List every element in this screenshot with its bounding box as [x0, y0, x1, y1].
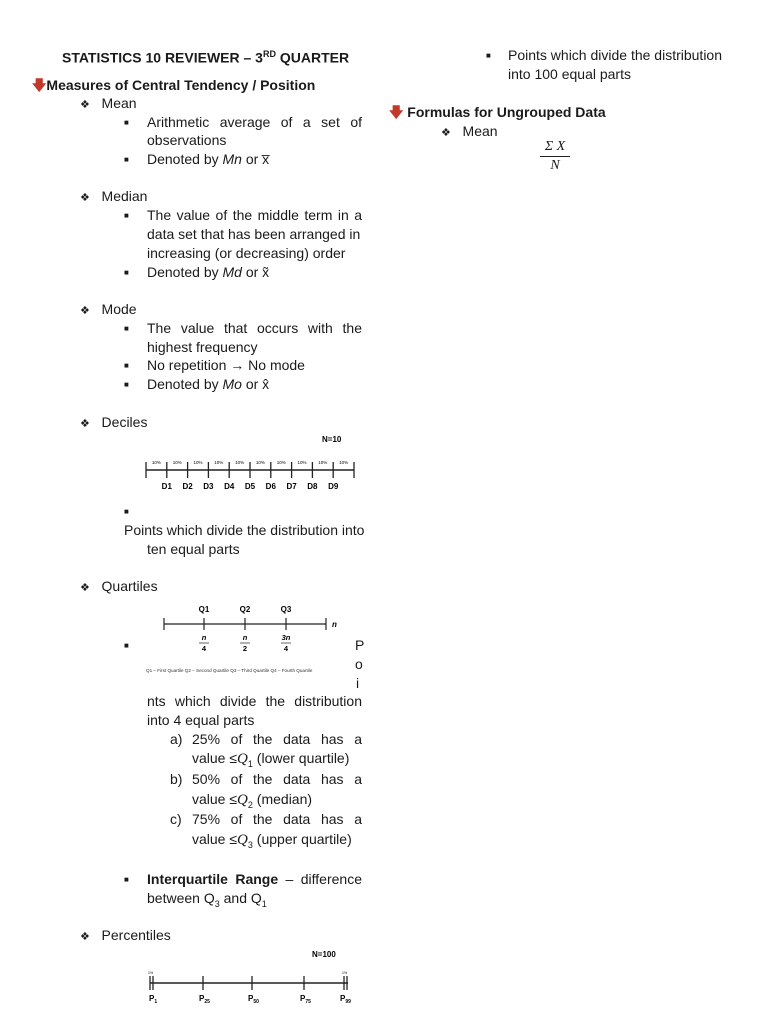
percentile-desc-line1: Points which divide the distribution: [508, 47, 723, 63]
quartile-label: Q2: [239, 605, 251, 614]
decile-pct-label: 10%: [255, 460, 265, 465]
square-bullet-icon: ■: [124, 875, 129, 884]
quartile-item-letter: b): [170, 771, 183, 787]
diamond-bullet-icon: ❖: [80, 305, 90, 317]
quartile-label: Q3: [280, 605, 292, 614]
percentile-label: $P_{75}$: [300, 994, 311, 1005]
quartile-item-letter: c): [170, 811, 182, 827]
quartiles-heading: ❖ Quartiles: [80, 578, 158, 594]
square-bullet-icon: ■: [124, 211, 129, 220]
quartile-label: Q1: [198, 605, 210, 614]
page-title: STATISTICS 10 REVIEWER – 3RD QUARTER: [62, 49, 350, 66]
mode-heading: ❖ Mode: [80, 301, 137, 317]
square-bullet-icon: ■: [124, 268, 129, 277]
list-item: [486, 46, 491, 65]
decile-pct-label: 10%: [235, 460, 245, 465]
diamond-bullet-icon: ❖: [80, 418, 90, 430]
quartile-fraction-den: 4: [201, 644, 207, 653]
square-bullet-icon: ■: [124, 324, 129, 333]
decile-label: D7: [286, 482, 297, 491]
diamond-bullet-icon: ❖: [80, 99, 90, 111]
formula-numerator: Σ X: [540, 139, 570, 157]
percentiles-heading: ❖ Percentiles: [80, 927, 171, 943]
decile-label: D5: [244, 482, 256, 491]
square-bullet-icon: ■: [124, 507, 129, 516]
wrap-char-o: o: [355, 656, 363, 672]
square-bullet-icon: ■: [124, 118, 129, 127]
diamond-bullet-icon: ❖: [441, 127, 451, 139]
percentiles-end-right-label: 1%: [342, 971, 348, 975]
quartile-fraction-num: n: [201, 633, 207, 642]
list-item: [124, 206, 129, 225]
percentile-label: $P_{25}$: [199, 994, 210, 1005]
diamond-bullet-icon: ❖: [80, 931, 90, 943]
formula-mean-heading: ❖ Mean: [441, 123, 498, 139]
median-def-line3: increasing (or decreasing) order: [147, 245, 346, 261]
decile-label: D6: [265, 482, 276, 491]
percentile-desc-line2: into 100 equal parts: [508, 66, 631, 82]
quartile-item-c-line2: value $\le Q_3$ (upper quartile): [192, 831, 352, 850]
list-item: [124, 319, 129, 338]
mean-def-line2: observations: [147, 132, 227, 148]
list-item: [124, 636, 129, 655]
decile-label: D3: [203, 482, 214, 491]
decile-label: D2: [182, 482, 193, 491]
decile-label: D1: [161, 482, 172, 491]
list-item: [124, 870, 129, 889]
mode-def-line2: highest frequency: [147, 339, 258, 355]
percentile-label: $P_{50}$: [248, 994, 259, 1005]
mean-def-line1: Arithmetic average of a set of: [147, 114, 362, 130]
percentile-label: $P_{99}$: [340, 994, 351, 1005]
quartile-fraction-num: n: [242, 633, 248, 642]
decile-pct-label: 10%: [172, 460, 182, 465]
decile-label: D9: [328, 482, 339, 491]
decile-pct-label: 10%: [193, 460, 203, 465]
list-item: [124, 356, 129, 375]
decile-label: D4: [224, 482, 235, 491]
deciles-heading: ❖ Deciles: [80, 414, 148, 430]
section-heading-ungrouped: 🡇 Formulas for Ungrouped Data: [389, 104, 606, 120]
arrow-bullet-icon: 🡇: [389, 104, 404, 120]
section-heading-central-tendency: 🡇Measures of Central Tendency / Position: [32, 77, 316, 93]
deciles-n-label: N=10: [322, 435, 342, 444]
square-bullet-icon: ■: [124, 361, 129, 370]
percentiles-end-left-label: 1%: [148, 971, 154, 975]
list-item: [124, 375, 129, 394]
quartiles-diagram: [144, 598, 350, 678]
mean-notation: Denoted by Mn or x̅: [147, 151, 270, 167]
quartile-item-b-line1: 50% of the data has a: [192, 771, 362, 787]
quartiles-legend: Q1 – First Quartile Q2 – Second Quartile Q3 – Third Quartile Q4 – Fourth Quartile: [146, 668, 313, 673]
mean-formula: [540, 139, 570, 174]
quartile-fraction-den: 4: [283, 644, 289, 653]
mode-def-line1: The value that occurs with the: [147, 320, 362, 336]
median-def-line1: The value of the middle term in a: [147, 207, 362, 223]
quartile-fraction-num: 3n: [281, 633, 291, 642]
mode-no-repetition: No repetition → No mode: [147, 357, 305, 373]
quartile-item-b-line2: value $\le Q_2$ (median): [192, 791, 313, 810]
square-bullet-icon: ■: [124, 155, 129, 164]
decile-pct-label: 10%: [339, 460, 349, 465]
percentiles-n-label: N=100: [312, 950, 336, 959]
decile-pct-label: 10%: [151, 460, 161, 465]
deciles-diagram: [140, 430, 360, 494]
square-bullet-icon: ■: [486, 51, 491, 60]
formula-denominator: N: [550, 158, 560, 173]
wrap-char-p: P: [355, 637, 365, 653]
median-notation: Denoted by Md or x̃: [147, 264, 270, 280]
quartile-item-a-line1: 25% of the data has a: [192, 731, 362, 747]
decile-pct-label: 10%: [297, 460, 307, 465]
median-def-line2: data set that has been arranged in: [147, 226, 361, 242]
wrap-char-i: i: [356, 675, 360, 691]
median-heading: ❖ Median: [80, 188, 148, 204]
quartiles-desc-line2: into 4 equal parts: [147, 712, 255, 728]
quartiles-desc-line1: nts which divide the distribution: [147, 693, 362, 709]
square-bullet-icon: ■: [124, 641, 129, 650]
list-item: [124, 263, 129, 282]
quartile-fraction-den: 2: [242, 644, 248, 653]
list-item: [124, 502, 129, 521]
percentile-label: $P_1$: [149, 994, 158, 1005]
percentiles-diagram: [142, 944, 358, 1010]
decile-pct-label: 10%: [214, 460, 224, 465]
decile-label: D8: [307, 482, 318, 491]
deciles-desc-line2: ten equal parts: [147, 541, 240, 557]
quartile-item-a-line2: value $\le Q_1$ (lower quartile): [192, 750, 350, 769]
diamond-bullet-icon: ❖: [80, 582, 90, 594]
quartile-item-c-line1: 75% of the data has a: [192, 811, 362, 827]
deciles-desc-line1: Points which divide the distribution into: [124, 522, 365, 538]
list-item: [124, 113, 129, 132]
decile-pct-label: 10%: [276, 460, 286, 465]
mean-heading: ❖ Mean: [80, 95, 137, 111]
iqr-line1: Interquartile Range – difference: [147, 871, 362, 887]
decile-pct-label: 10%: [318, 460, 328, 465]
mode-notation: Denoted by Mo or x̂: [147, 376, 270, 392]
iqr-line2: between $Q_3$ and $Q_1$: [147, 890, 267, 909]
diamond-bullet-icon: ❖: [80, 192, 90, 204]
arrow-bullet-icon: 🡇: [32, 77, 47, 93]
list-item: [124, 150, 129, 169]
quartiles-n-label: n: [332, 620, 337, 629]
square-bullet-icon: ■: [124, 380, 129, 389]
quartile-item-letter: a): [170, 731, 183, 747]
